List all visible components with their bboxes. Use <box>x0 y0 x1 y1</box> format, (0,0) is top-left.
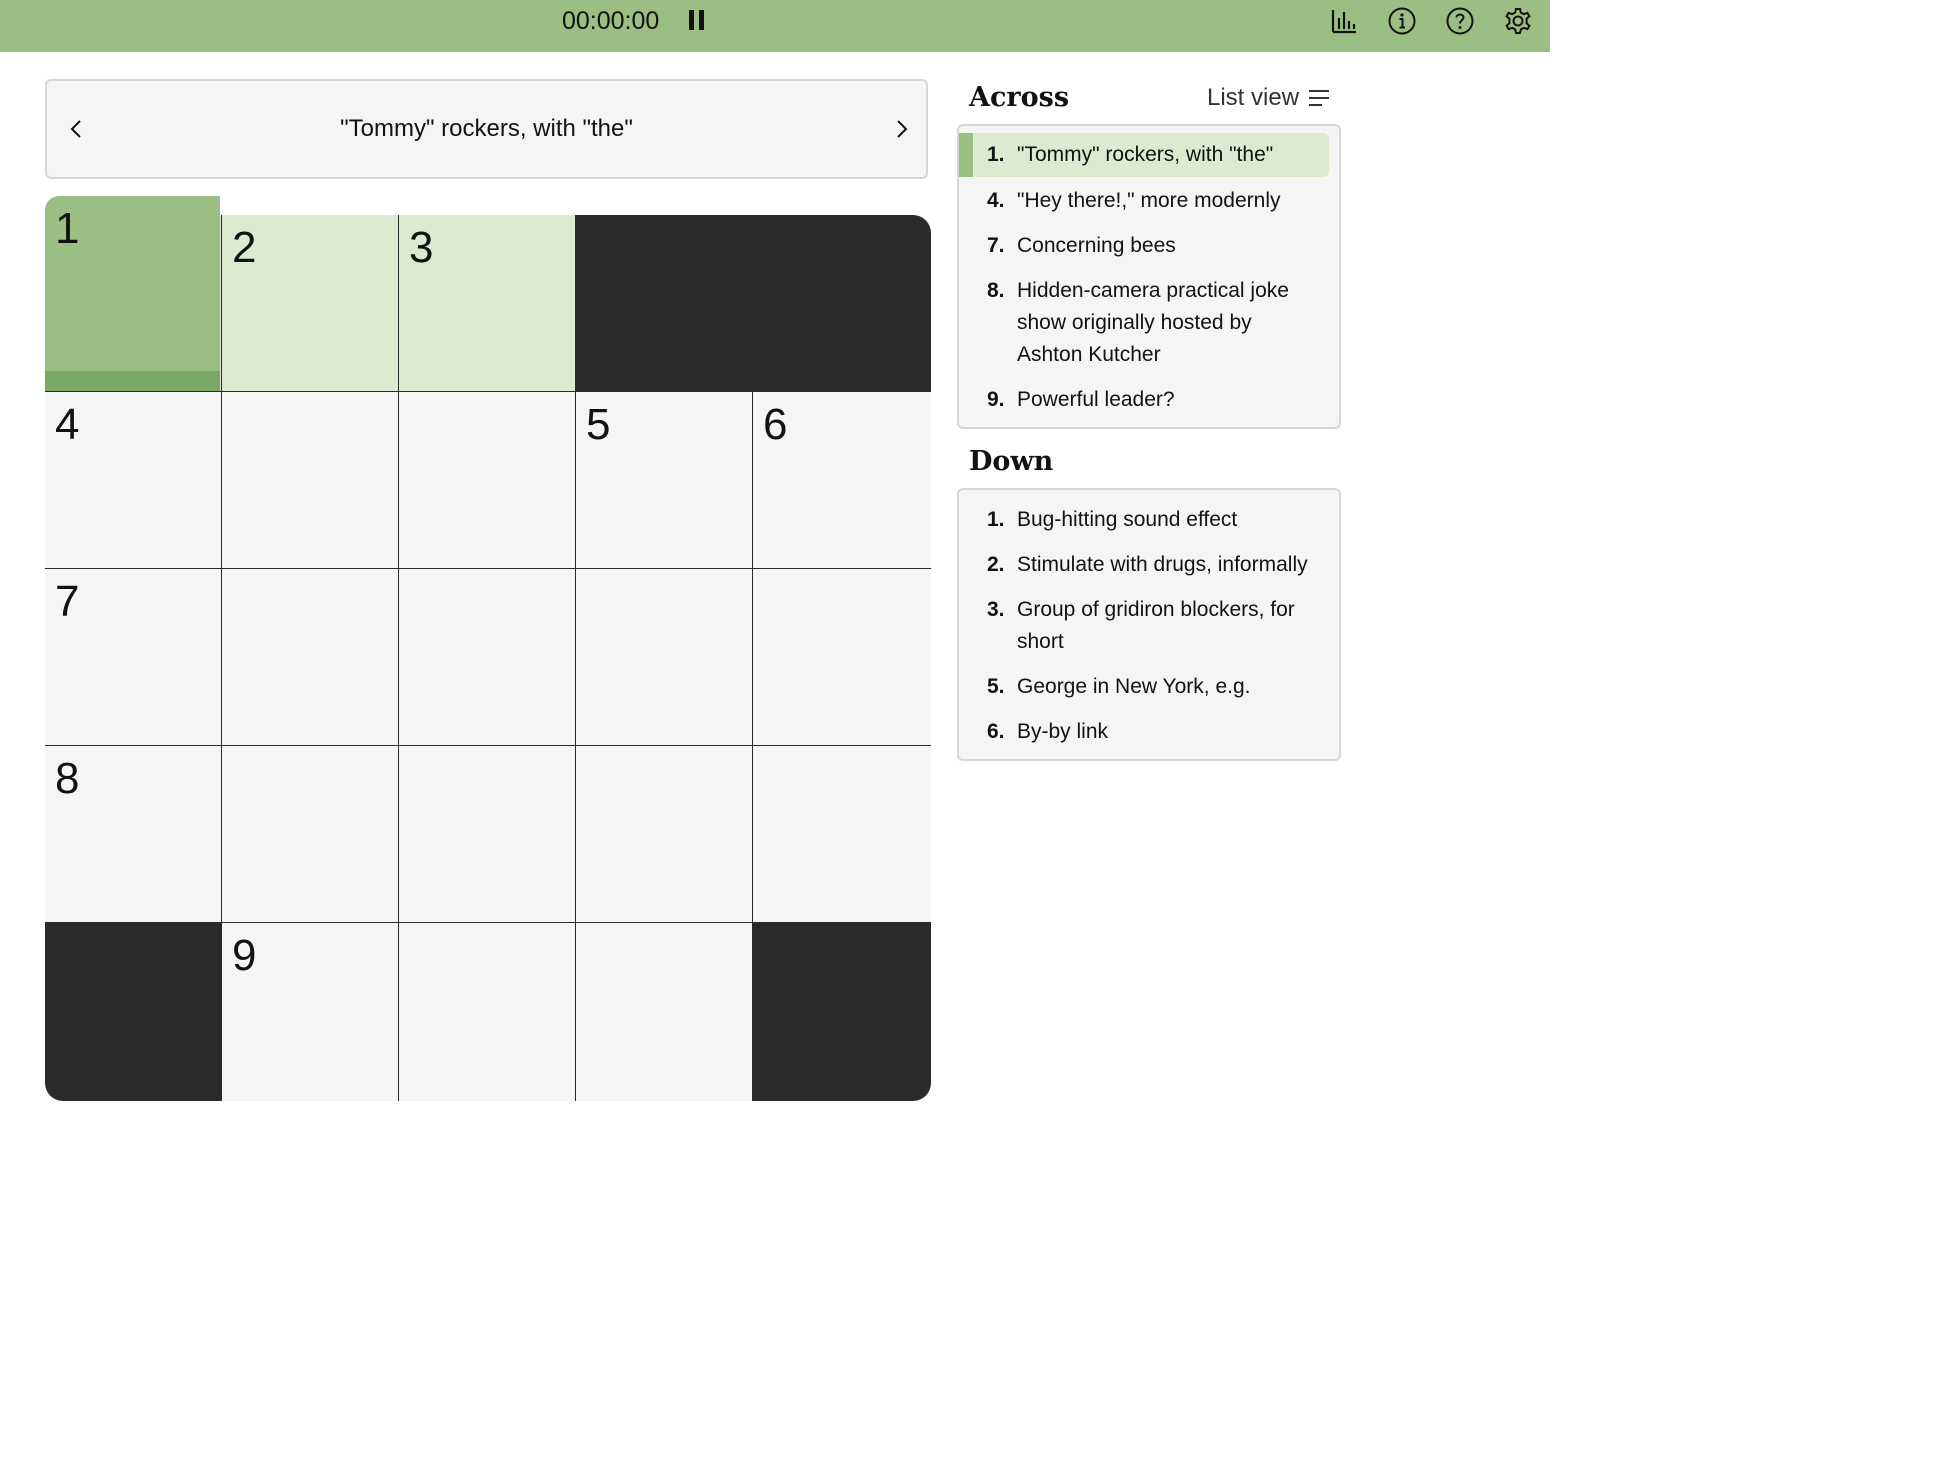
list-view-label: List view <box>1207 84 1300 111</box>
clue-item[interactable] <box>961 504 1329 536</box>
down-clue-list <box>957 488 1341 761</box>
next-clue-button[interactable] <box>889 117 913 141</box>
cell-number: 7 <box>55 577 80 626</box>
clue-number: 3. <box>987 598 1005 621</box>
across-clue-list <box>957 124 1341 429</box>
clue-number: 6. <box>987 720 1005 743</box>
clue-number: 8. <box>987 279 1005 302</box>
clue-item[interactable] <box>961 671 1329 703</box>
stats-icon[interactable] <box>1329 6 1359 36</box>
cell-number: 1 <box>55 204 80 253</box>
cell-number: 3 <box>409 223 434 272</box>
clue-item[interactable] <box>961 185 1329 217</box>
clue-text: Group of gridiron blockers, for short <box>1017 598 1295 653</box>
list-view-toggle[interactable] <box>1207 84 1331 112</box>
clue-text: Powerful leader? <box>1017 388 1175 411</box>
clue-text: Concerning bees <box>1017 234 1176 257</box>
grid-cell[interactable] <box>399 746 576 923</box>
grid-cell[interactable] <box>576 392 753 569</box>
grid-cell[interactable] <box>222 923 399 1101</box>
cell-number: 6 <box>763 400 788 449</box>
grid-cell[interactable] <box>753 746 931 923</box>
clue-item[interactable] <box>961 594 1329 658</box>
cell-number: 5 <box>586 400 611 449</box>
down-heading: Down <box>969 446 1054 477</box>
grid-cell[interactable] <box>45 392 222 569</box>
grid-cell[interactable] <box>45 569 222 746</box>
clue-number: 9. <box>987 388 1005 411</box>
clue-number: 4. <box>987 189 1005 212</box>
grid-cell[interactable] <box>399 215 576 392</box>
grid-cell[interactable] <box>753 392 931 569</box>
grid-cell[interactable] <box>576 746 753 923</box>
clue-text: George in New York, e.g. <box>1017 675 1251 698</box>
grid-cell[interactable] <box>222 746 399 923</box>
cell-number: 8 <box>55 754 80 803</box>
clue-item[interactable] <box>961 716 1329 748</box>
clue-text: Hidden-camera practical joke show originally hosted by Ashton Kutcher <box>1017 279 1289 366</box>
clue-text: "Tommy" rockers, with "the" <box>1017 143 1274 166</box>
clue-text: By-by link <box>1017 720 1109 743</box>
block-cell <box>753 923 931 1101</box>
clue-text: Bug-hitting sound effect <box>1017 508 1238 531</box>
info-icon[interactable] <box>1387 6 1417 36</box>
clue-number: 1. <box>987 508 1005 531</box>
help-icon[interactable] <box>1445 6 1475 36</box>
grid-cell[interactable] <box>576 923 753 1101</box>
block-cell <box>576 215 931 392</box>
clue-number: 5. <box>987 675 1005 698</box>
grid-cell[interactable] <box>399 569 576 746</box>
clue-number: 2. <box>987 553 1005 576</box>
clue-item[interactable] <box>961 549 1329 581</box>
cell-number: 2 <box>232 223 257 272</box>
grid-cell[interactable] <box>753 569 931 746</box>
timer: 00:00:00 <box>562 7 660 35</box>
grid-cell[interactable] <box>399 392 576 569</box>
clue-item[interactable] <box>961 275 1329 371</box>
settings-icon[interactable] <box>1503 6 1533 36</box>
cursor-indicator <box>45 371 220 391</box>
grid-cell[interactable] <box>45 746 222 923</box>
clue-number: 1. <box>987 143 1005 166</box>
cell-number: 9 <box>232 931 257 980</box>
grid-cell[interactable] <box>576 569 753 746</box>
list-view-icon <box>1309 89 1331 107</box>
grid-cell[interactable] <box>222 569 399 746</box>
clue-item[interactable] <box>961 384 1329 416</box>
pause-icon[interactable] <box>686 10 708 32</box>
clue-item[interactable] <box>961 133 1329 177</box>
clue-text: "Hey there!," more modernly <box>1017 189 1281 212</box>
grid-cell[interactable] <box>222 215 399 392</box>
grid-cell[interactable] <box>399 923 576 1101</box>
grid-cell[interactable] <box>222 392 399 569</box>
block-cell <box>45 923 222 1101</box>
clue-number: 7. <box>987 234 1005 257</box>
current-clue-bar <box>45 79 928 179</box>
top-bar <box>0 0 1550 52</box>
current-clue-text: "Tommy" rockers, with "the" <box>340 115 633 142</box>
across-heading: Across <box>969 82 1070 113</box>
clue-item[interactable] <box>961 230 1329 262</box>
clue-text: Stimulate with drugs, informally <box>1017 553 1308 576</box>
cell-number: 4 <box>55 400 80 449</box>
selected-grid-cell[interactable] <box>45 196 220 392</box>
